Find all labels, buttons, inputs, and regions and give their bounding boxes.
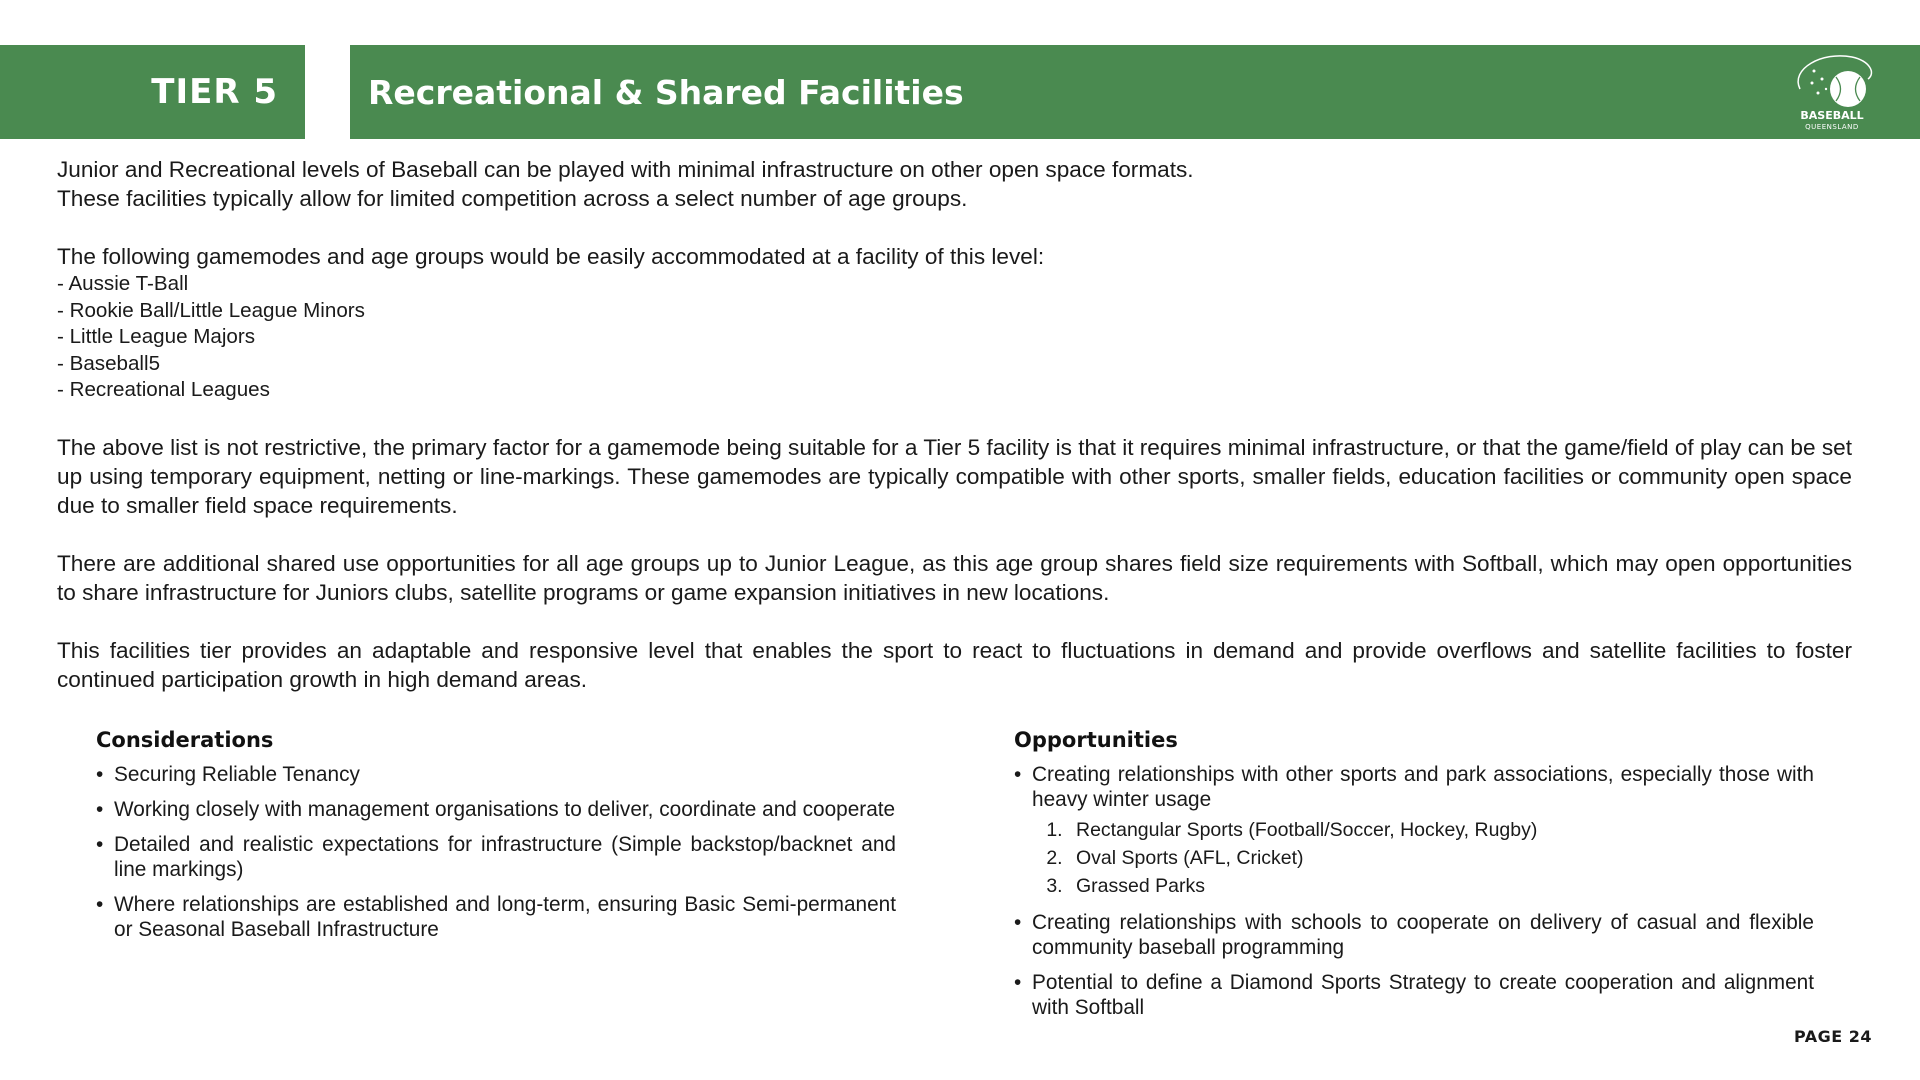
bullet: •: [96, 893, 104, 916]
list-item-text: Detailed and realistic expectations for infrastructure (Simple backstop/backnet and line markings): [114, 833, 896, 881]
sub-list-item: 2. Oval Sports (AFL, Cricket): [1068, 844, 1814, 872]
gamemode-item: - Baseball5: [57, 351, 161, 375]
paragraph-shared-use: There are additional shared use opportunities for all age groups up to Junior League, as this age group shares field size requirements with Softball, which may open opportunities to share infrastructure for Juniors clubs, satellite programs or game expansion initiatives in new locations.: [57, 550, 1852, 605]
paragraph-adaptable: This facilities tier provides an adaptable and responsive level that enables the sport to react to fluctuations in demand and provide overflows and satellite facilities to foster continued participation growth in high demand areas.: [57, 637, 1852, 692]
list-item: [96, 762, 896, 787]
bullet: •: [96, 763, 104, 786]
opportunities-heading: Opportunities: [1014, 728, 1178, 752]
considerations-list: [96, 762, 896, 942]
sub-list-item: 1. Rectangular Sports (Football/Soccer, Hockey, Rugby): [1068, 816, 1814, 844]
bullet: •: [1014, 763, 1022, 786]
list-item: [96, 892, 896, 942]
body-content: [57, 155, 1852, 694]
gamemodes-lead: The following gamemodes and age groups would be easily accommodated at a facility of this level:: [57, 244, 1045, 269]
baseball-logo-icon: [1782, 49, 1882, 111]
logo-text-queensland: QUEENSLAND: [1805, 123, 1859, 131]
logo-text-baseball: BASEBALL: [1800, 109, 1864, 122]
list-item: [1014, 762, 1814, 900]
list-item: [1014, 910, 1814, 960]
title-banner: [350, 45, 1920, 139]
opportunities-column: [1014, 728, 1814, 1030]
bullet: •: [96, 833, 104, 856]
list-item: [1014, 970, 1814, 1020]
list-item: [96, 797, 896, 822]
opportunities-list: [1014, 762, 1814, 1020]
list-item-text: Creating relationships with schools to cooperate on delivery of casual and flexible community baseball programming: [1032, 911, 1814, 959]
list-item-text: Where relationships are established and long-term, ensuring Basic Semi-permanent or Seasonal Baseball Infrastructure: [114, 893, 896, 941]
page-number: PAGE 24: [1793, 1027, 1872, 1046]
page-title: Recreational & Shared Facilities: [368, 72, 964, 112]
bullet: •: [1014, 971, 1022, 994]
sub-list: [1032, 816, 1814, 900]
tier-label: TIER 5: [151, 72, 278, 112]
list-item-text: Potential to define a Diamond Sports Strategy to create cooperation and alignment with Softball: [1032, 971, 1814, 1019]
intro-line-1: Junior and Recreational levels of Baseball can be played with minimal infrastructure on other open space formats.: [57, 157, 1194, 182]
intro-line-2: These facilities typically allow for limited competition across a select number of age groups.: [57, 186, 968, 211]
gamemode-item: - Aussie T-Ball: [57, 272, 189, 295]
list-item-text: Creating relationships with other sports and park associations, especially those with heavy winter usage: [1032, 763, 1814, 811]
list-item: [96, 832, 896, 882]
considerations-column: [96, 728, 896, 952]
gamemode-item: - Little League Majors: [57, 325, 256, 348]
bullet: •: [1014, 911, 1022, 934]
gamemode-item: - Rookie Ball/Little League Minors: [57, 298, 365, 322]
sub-list-item: 3. Grassed Parks: [1068, 872, 1814, 900]
bullet: •: [96, 798, 104, 821]
paragraph-restrictive: The above list is not restrictive, the primary factor for a gamemode being suitable for a Tier 5 facility is that it requires minimal infrastructure, or that the game/field of play can be set up using temporary equipment, netting or line-markings. These gamemodes are typically compatible with other sports, smaller fields, education facilities or community open space due to smaller field space requirements.: [57, 434, 1852, 518]
list-item-text: Working closely with management organisations to deliver, coordinate and cooperate: [114, 798, 896, 821]
baseball-queensland-logo: [1782, 49, 1882, 135]
considerations-heading: Considerations: [96, 728, 274, 752]
gamemode-item: - Recreational Leagues: [57, 378, 270, 401]
tier-banner: [0, 45, 305, 139]
list-item-text: Securing Reliable Tenancy: [114, 763, 360, 786]
